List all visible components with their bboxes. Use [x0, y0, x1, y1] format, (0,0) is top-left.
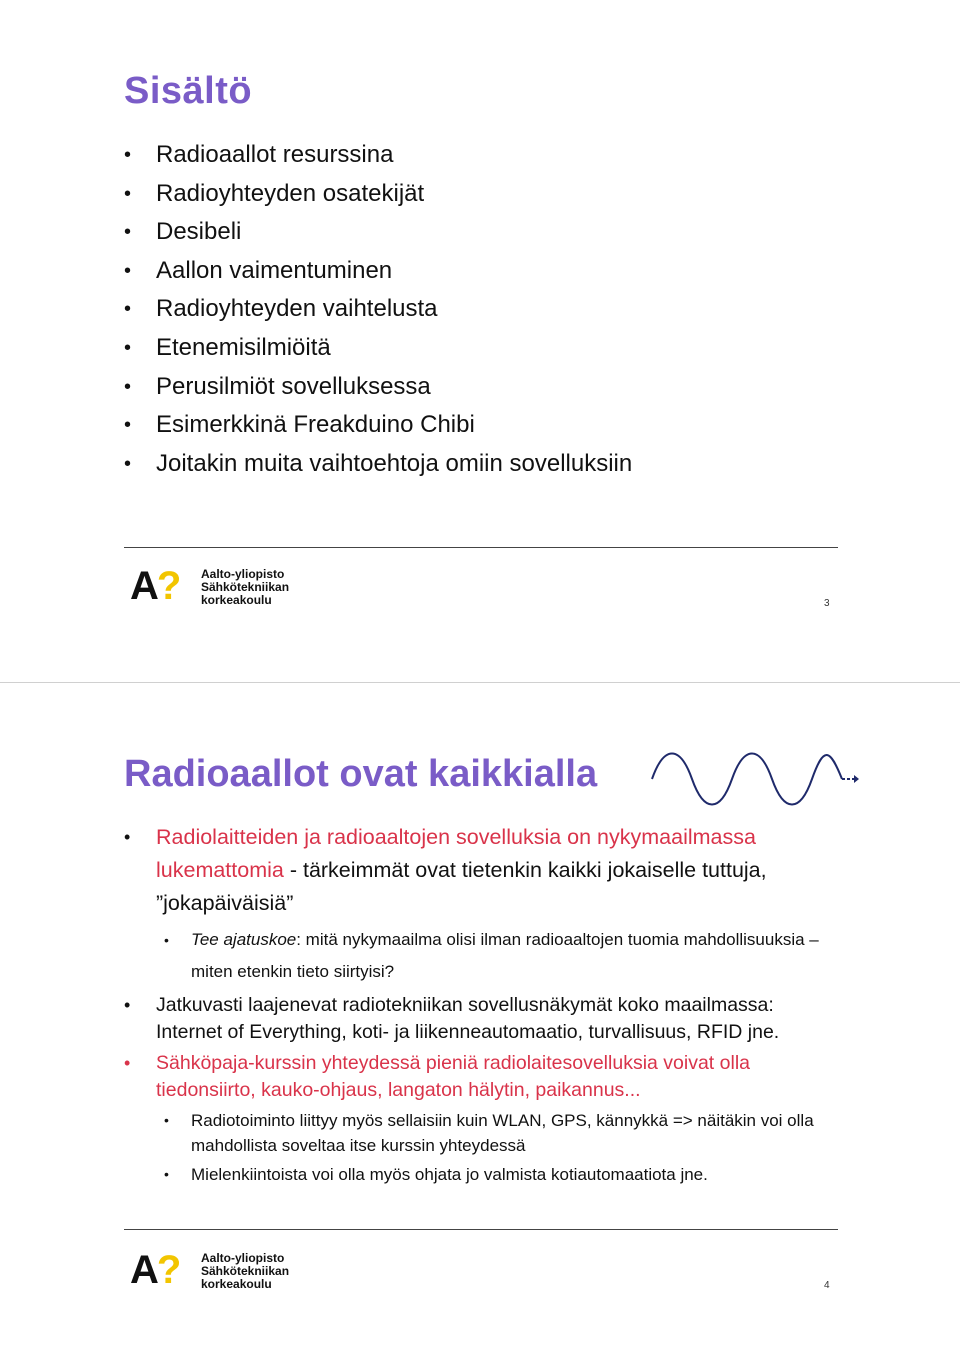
list-item: • Radioyhteyden vaihtelusta	[124, 290, 632, 329]
list-item: • Perusilmiöt sovelluksessa	[124, 368, 632, 407]
list-item: • Desibeli	[124, 213, 632, 252]
slide-title: Sisältö	[124, 70, 253, 112]
bullet-2: • Jatkuvasti laajenevat radiotekniikan sovellusnäkymät koko maailmassa: Internet of Everything, koti- ja liikenneautomaatio, turvallisuus, RFID jne.	[124, 992, 824, 1046]
list-item: • Aallon vaimentuminen	[124, 252, 632, 291]
aalto-logo-text: Aalto-yliopisto Sähkötekniikan korkeakoulu	[201, 1251, 290, 1291]
list-item: • Joitakin muita vaihtoehtoja omiin sovelluksiin	[124, 445, 632, 484]
list-item: • Esimerkkinä Freakduino Chibi	[124, 406, 632, 445]
slide-body	[124, 821, 824, 1187]
sub-text: : mitä nykymaailma olisi ilman radioaaltojen tuomia mahdollisuuksia – miten etenkin tieto siirtyisi?	[191, 930, 819, 981]
slide-3	[0, 0, 960, 682]
bullet-3: • Sähköpaja-kurssin yhteydessä pieniä radiolaitesovelluksia voivat olla tiedonsiirto, kauko-ohjaus, langaton hälytin, paikannus...	[124, 1050, 824, 1104]
bullet-1	[124, 821, 824, 920]
page-number: 3	[824, 598, 830, 609]
footer-divider	[124, 1229, 838, 1230]
bullet-1-text: - tärkeimmät ovat tietenkin kaikki jokaiselle tuttuja, ”jokapäiväisiä”	[156, 858, 767, 915]
bullet-1-sub	[164, 924, 824, 988]
bullet-3-sub-2: • Mielenkiintoista voi olla myös ohjata jo valmista kotiautomaatiota jne.	[164, 1162, 824, 1187]
slide-4	[0, 683, 960, 1367]
bullet-1-highlight: Radiolaitteiden ja radioaaltojen sovelluksia on nykymaailmassa lukemattomia	[156, 825, 756, 882]
aalto-logo-mark: A?	[130, 1248, 180, 1292]
list-item: • Radioyhteyden osatekijät	[124, 175, 632, 214]
radio-wave-icon	[650, 749, 860, 809]
sub-italic: Tee ajatuskoe	[191, 930, 297, 949]
page-number: 4	[824, 1280, 830, 1291]
list-item: • Radioaallot resurssina	[124, 136, 632, 175]
contents-list	[124, 136, 632, 483]
slide-title: Radioaallot ovat kaikkialla	[124, 753, 598, 795]
list-item: • Etenemisilmiöitä	[124, 329, 632, 368]
aalto-logo	[130, 566, 320, 606]
bullet-3-sub-1: • Radiotoiminto liittyy myös sellaisiin kuin WLAN, GPS, kännykkä => näitäkin voi olla mahdollista soveltaa itse kurssin yhteydessä	[164, 1108, 824, 1158]
aalto-logo-mark: A?	[130, 564, 180, 608]
aalto-logo	[130, 1250, 320, 1290]
aalto-logo-text: Aalto-yliopisto Sähkötekniikan korkeakoulu	[201, 567, 290, 607]
footer-divider	[124, 547, 838, 548]
